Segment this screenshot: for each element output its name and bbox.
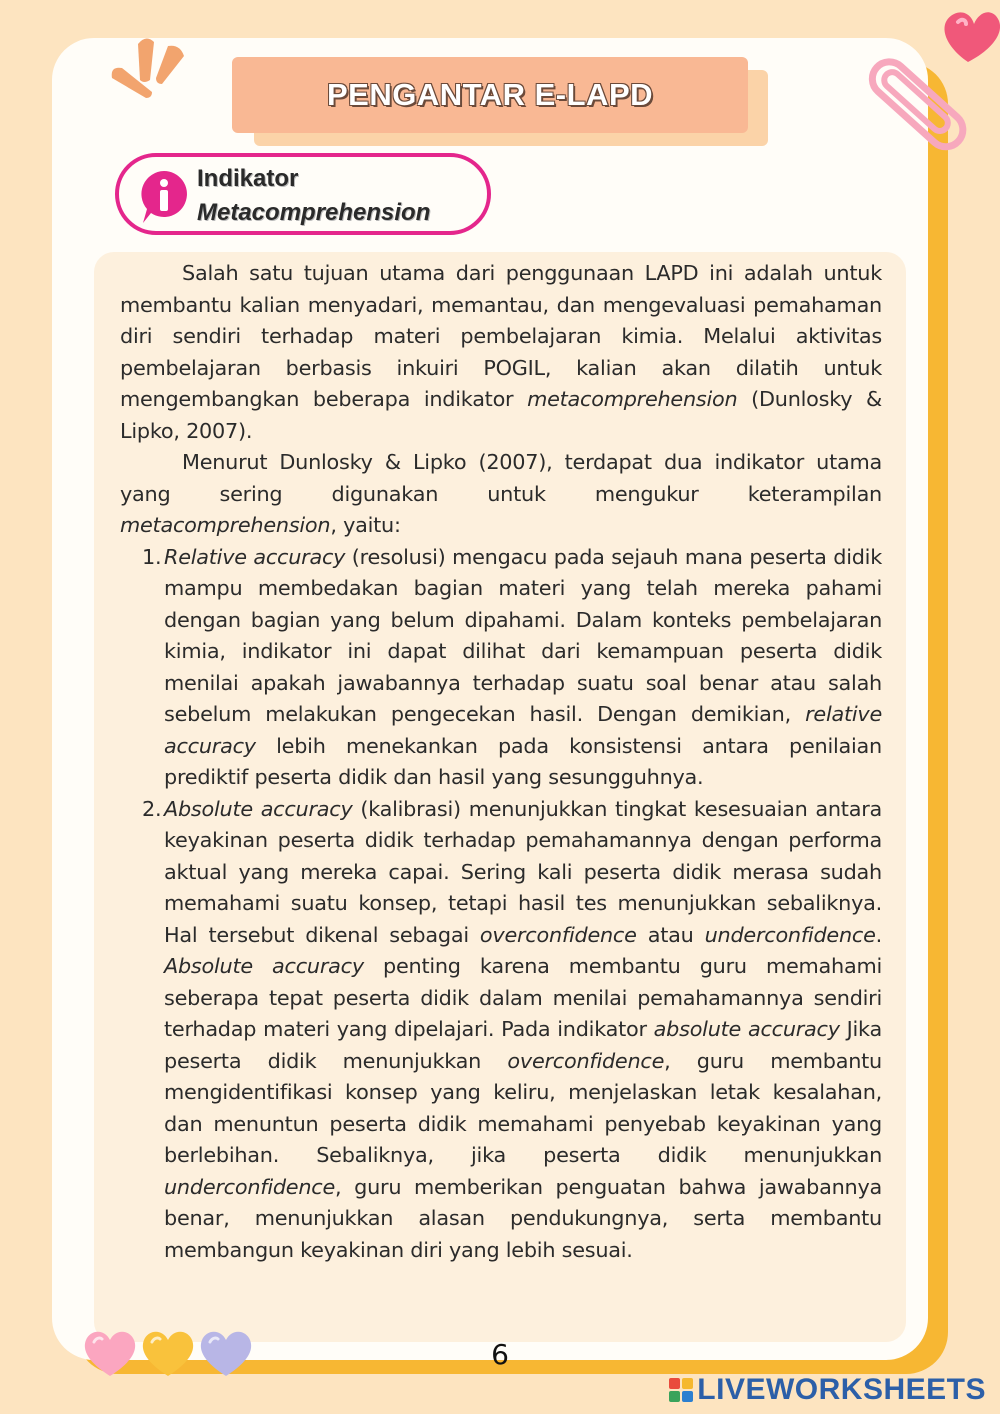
list-number: 1.	[142, 544, 162, 569]
title-banner	[232, 57, 748, 133]
page-title: PENGANTAR E-LAPD	[326, 77, 654, 112]
heart-lavender-icon	[198, 1328, 254, 1378]
list-item-relative-accuracy: 1. Relative accuracy (resolusi) mengacu pada sejauh mana peserta didik mampu membedakan bagian materi yang telah mereka pahami dengan bagian yang belum dipahami. Dalam konteks pembelajaran kimia, indikator ini dapat dilihat dari kemampuan peserta didik menilai apakah jawabannya terhadap suatu soal benar atau salah sebelum melakukan pengecekan hasil. Dengan demikian, relative accuracy lebih menekankan pada konsistensi antara penilaian prediktif peserta didik dan hasil yang sesungguhnya.	[120, 542, 882, 794]
liveworksheets-logo-icon	[669, 1378, 693, 1402]
watermark-text: LIVEWORKSHEETS	[697, 1373, 986, 1406]
paragraph-2: Menurut Dunlosky & Lipko (2007), terdapat dua indikator utama yang sering digunakan untuk mengukur keterampilan metacomprehension, yaitu:	[120, 450, 882, 537]
paperclip-heart-icon	[862, 0, 1000, 140]
badge-label: Indikator	[197, 165, 299, 192]
list-item-absolute-accuracy: 2. Absolute accuracy (kalibrasi) menunjukkan tingkat kesesuaian antara keyakinan peserta didik terhadap pemahamannya dengan performa aktual yang mereka capai. Sering kali peserta didik merasa sudah memahami suatu konsep, tetapi hasil tes menunjukkan sebaliknya. Hal tersebut dikenal sebagai overconfidence atau underconfidence. Absolute accuracy penting karena membantu guru memahami seberapa tepat peserta didik dalam menilai pemahamannya sendiri terhadap materi yang dipelajari. Pada indikator absolute accuracy Jika peserta didik menunjukkan overconfidence, guru membantu mengidentifikasi konsep yang keliru, menjelaskan letak kesalahan, dan menuntun peserta didik memahami penyebab keyakinan yang berlebihan. Sebaliknya, jika peserta didik menunjukkan underconfidence, guru memberikan penguatan bahwa jawabannya benar, menunjukkan alasan pendukungnya, serta membantu membangun keyakinan diri yang lebih sesuai.	[120, 794, 882, 1267]
info-icon	[139, 169, 189, 227]
liveworksheets-watermark[interactable]	[669, 1372, 986, 1408]
paragraph-1: Salah satu tujuan utama dari penggunaan LAPD ini adalah untuk membantu kalian menyadari, memantau, dan mengevaluasi pemahaman diri sendiri terhadap materi pembelajaran kimia. Melalui aktivitas pembelajaran berbasis inkuiri POGIL, kalian akan dilatih untuk mengembangkan beberapa indikator metacomprehension (Dunlosky & Lipko, 2007).	[120, 261, 882, 443]
section-badge	[115, 153, 491, 235]
badge-term: Metacomprehension	[197, 199, 431, 226]
burst-decoration-icon	[110, 36, 200, 106]
heart-yellow-icon	[140, 1328, 196, 1378]
body-text	[120, 258, 882, 1266]
list-number: 2.	[142, 796, 162, 821]
page-number: 6	[491, 1338, 509, 1371]
heart-pink-icon	[82, 1328, 138, 1378]
indicator-list	[120, 542, 882, 1267]
